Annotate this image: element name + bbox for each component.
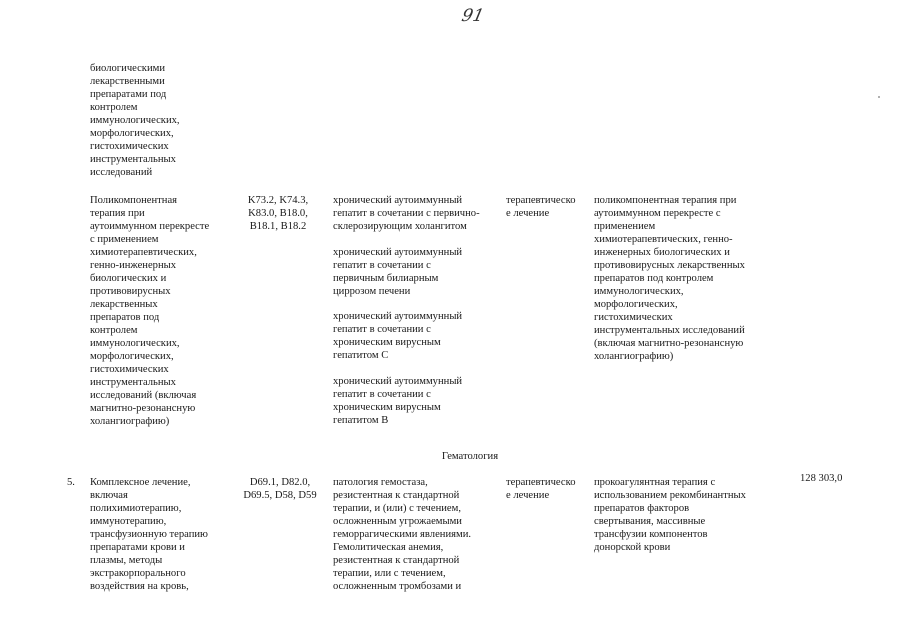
autoimmune-service-name: Поликомпонентная терапия при аутоиммунном перекресте с применением химиотерапевтических, генно-инженерных биологических и противовирусных лекарственных препаратов под контролем иммунологических, морфологических, гистохимических инструментальных исследований (включая магнитно-резонансную холангиографию) [90,195,210,427]
autoimmune-icd-codes: K73.2, K74.3, K83.0, B18.0, B18.1, B18.2 [247,195,309,232]
autoimmune-model-4: хронический аутоиммунный гепатит в сочетании с хроническим вирусным гепатитом B [333,376,463,426]
autoimmune-model-2: хронический аутоиммунный гепатит в сочетании с первичным билиарным циррозом печени [333,247,463,297]
row5-patient-model: патология гемостаза, резистентная к стандартной терапии, и (или) с течением, осложненным угрожаемыми геморрагическими явлениями. Гемолитическая анемия, резистентная к стандартной терапии, или с течением, осложненным тромбозами и [333,477,472,592]
page-number: 91 [459,6,486,26]
autoimmune-model-3: хронический аутоиммунный гепатит в сочетании с хроническим вирусным гепатитом C [333,311,463,361]
row5-treatment-method: прокоагулянтная терапия с использованием рекомбинантных препаратов факторов свертывания, массивные трансфузии компонентов донорской крови [594,477,746,553]
row5-icd-codes: D69.1, D82.0, D69.5, D58, D59 [243,477,317,501]
continued-service-name: биологическими лекарственными препаратами под контролем иммунологических, морфологических, гистохимических инструментальных исследований [90,63,180,178]
section-title: Гематология [441,451,499,462]
row-number: 5. [67,477,75,488]
scan-speck [878,96,880,98]
autoimmune-treatment-type: терапевтическо е лечение [506,195,576,219]
row5-service-name: Комплексное лечение, включая полихимиотерапию, иммунотерапию, трансфузионную терапию препаратами крови и плазмы, методы экстракорпорального воздействия на кровь, [90,477,208,592]
row5-treatment-type: терапевтическо е лечение [506,477,576,501]
row5-cost: 128 303,0 [800,473,843,484]
autoimmune-model-1: хронический аутоиммунный гепатит в сочетании с первично- склерозирующим холангитом [333,195,480,232]
autoimmune-treatment-method: поликомпонентная терапия при аутоиммунном перекресте с применением химиотерапевтических, генно- инженерных биологических и противовирусных лекарственных препаратов под контролем иммунологических, морфологических, гистохимических инструментальных исследований (включая магнитно-резонансную холангиографию) [594,195,745,362]
